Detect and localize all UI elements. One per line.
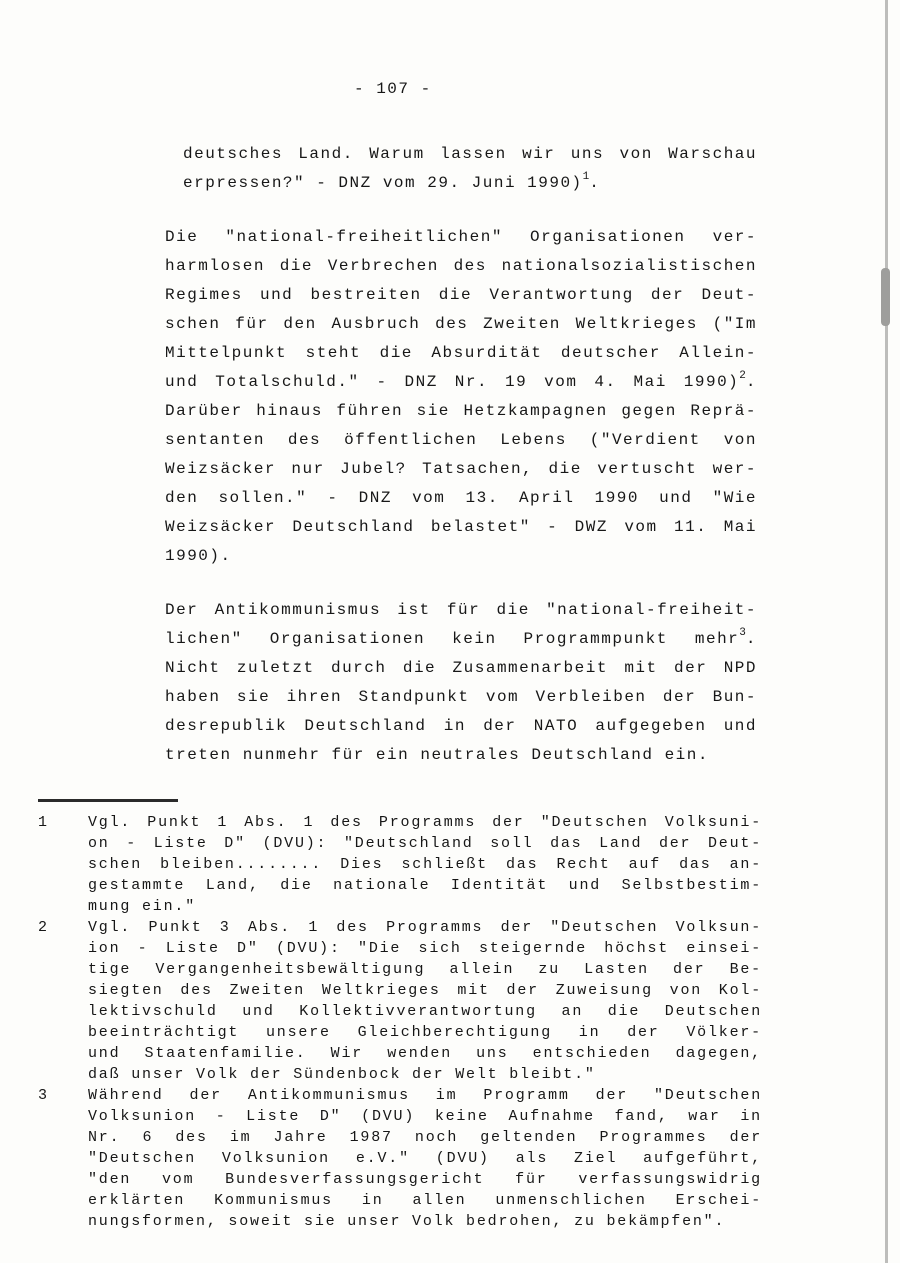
page-number: - 107 - <box>354 80 432 98</box>
text-line: on - Liste D" (DVU): "Deutschland soll das Land der Deut- <box>88 835 762 852</box>
paragraph <box>165 140 757 198</box>
text-line: tige Vergangenheitsbewältigung allein zu Lasten der Be- <box>88 961 762 978</box>
text-line: daß unser Volk der Sündenbock der Welt bleibt." <box>88 1066 596 1083</box>
footnote <box>38 812 762 917</box>
footnote-marker: 3 <box>38 1087 49 1104</box>
text-line: erpressen?" - DNZ vom 29. Juni 1990)$^1$. <box>183 170 601 192</box>
text-line: nungsformen, soweit sie unser Volk bedrohen, zu bekämpfen". <box>88 1213 726 1230</box>
text-line: beeinträchtigt unsere Gleichberechtigung in der Völker- <box>88 1024 762 1041</box>
text-line: siegten des Zweiten Weltkrieges mit der Zuweisung von Kol- <box>88 982 762 999</box>
footnote-body <box>88 812 762 917</box>
footnote <box>38 917 762 1085</box>
footnote <box>38 1085 762 1232</box>
text-line: Der Antikommunismus ist für die "national-freiheit- <box>165 601 757 619</box>
paragraph <box>165 223 757 571</box>
text-line: lichen" Organisationen kein Programmpunkt mehr$^3$. <box>165 626 757 648</box>
footnote-separator <box>38 799 178 802</box>
text-line: Volksunion - Liste D" (DVU) keine Aufnahme fand, war in <box>88 1108 762 1125</box>
text-line: Nicht zuletzt durch die Zusammenarbeit mit der NPD <box>165 659 757 677</box>
text-line: Vgl. Punkt 1 Abs. 1 des Programms der "Deutschen Volksuni- <box>88 814 762 831</box>
text-line: den sollen." - DNZ vom 13. April 1990 und "Wie <box>165 489 757 507</box>
text-line: Die "national-freiheitlichen" Organisationen ver- <box>165 228 757 246</box>
text-line: und Totalschuld." - DNZ Nr. 19 vom 4. Mai 1990)$^2$. <box>165 369 757 391</box>
text-line: Während der Antikommunismus im Programm der "Deutschen <box>88 1087 762 1104</box>
footnote-marker: 2 <box>38 919 49 936</box>
text-line: "den vom Bundesverfassungsgericht für verfassungswidrig <box>88 1171 762 1188</box>
text-line: harmlosen die Verbrechen des nationalsozialistischen <box>165 257 757 275</box>
text-line: Nr. 6 des im Jahre 1987 noch geltenden Programmes der <box>88 1129 762 1146</box>
footnote-marker: 1 <box>38 814 49 831</box>
footnote-body <box>88 917 762 1085</box>
footnote-reference: 2 <box>739 369 746 382</box>
text-line: desrepublik Deutschland in der NATO aufgegeben und <box>165 717 757 735</box>
paragraph <box>165 596 757 770</box>
text-line: Weizsäcker nur Jubel? Tatsachen, die vertuscht wer- <box>165 460 757 478</box>
text-line: ion - Liste D" (DVU): "Die sich steigernde höchst einsei- <box>88 940 762 957</box>
text-line: sentanten des öffentlichen Lebens ("Verdient von <box>165 431 757 449</box>
text-line: gestammte Land, die nationale Identität und Selbstbestim- <box>88 877 762 894</box>
footnote-body <box>88 1085 762 1232</box>
text-line: erklärten Kommunismus in allen unmenschlichen Erschei- <box>88 1192 762 1209</box>
text-line: Weizsäcker Deutschland belastet" - DWZ vom 11. Mai <box>165 518 757 536</box>
text-line: Darüber hinaus führen sie Hetzkampagnen gegen Reprä- <box>165 402 757 420</box>
text-line: lektivschuld und Kollektivverantwortung an die Deutschen <box>88 1003 762 1020</box>
scan-artifact-edge-line <box>885 0 888 1263</box>
text-line: schen für den Ausbruch des Zweiten Weltkrieges ("Im <box>165 315 757 333</box>
footnote-reference: 3 <box>739 626 746 639</box>
text-line: haben sie ihren Standpunkt vom Verbleiben der Bun- <box>165 688 757 706</box>
scan-artifact-smudge <box>881 268 890 326</box>
footnote-list <box>38 812 762 1232</box>
text-line: Regimes und bestreiten die Verantwortung der Deut- <box>165 286 757 304</box>
text-line: und Staatenfamilie. Wir wenden uns entschieden dagegen, <box>88 1045 762 1062</box>
main-text <box>165 140 757 795</box>
text-line: Mittelpunkt steht die Absurdität deutscher Allein- <box>165 344 757 362</box>
text-line: mung ein." <box>88 898 197 915</box>
text-line: schen bleiben........ Dies schließt das Recht auf das an- <box>88 856 762 873</box>
text-line: Vgl. Punkt 3 Abs. 1 des Programms der "Deutschen Volksun- <box>88 919 762 936</box>
text-line: "Deutschen Volksunion e.V." (DVU) als Ziel aufgeführt, <box>88 1150 762 1167</box>
footnote-reference: 1 <box>582 170 590 183</box>
text-line: treten nunmehr für ein neutrales Deutschland ein. <box>165 746 709 764</box>
text-line: 1990). <box>165 547 232 565</box>
text-line: deutsches Land. Warum lassen wir uns von Warschau <box>183 145 757 163</box>
